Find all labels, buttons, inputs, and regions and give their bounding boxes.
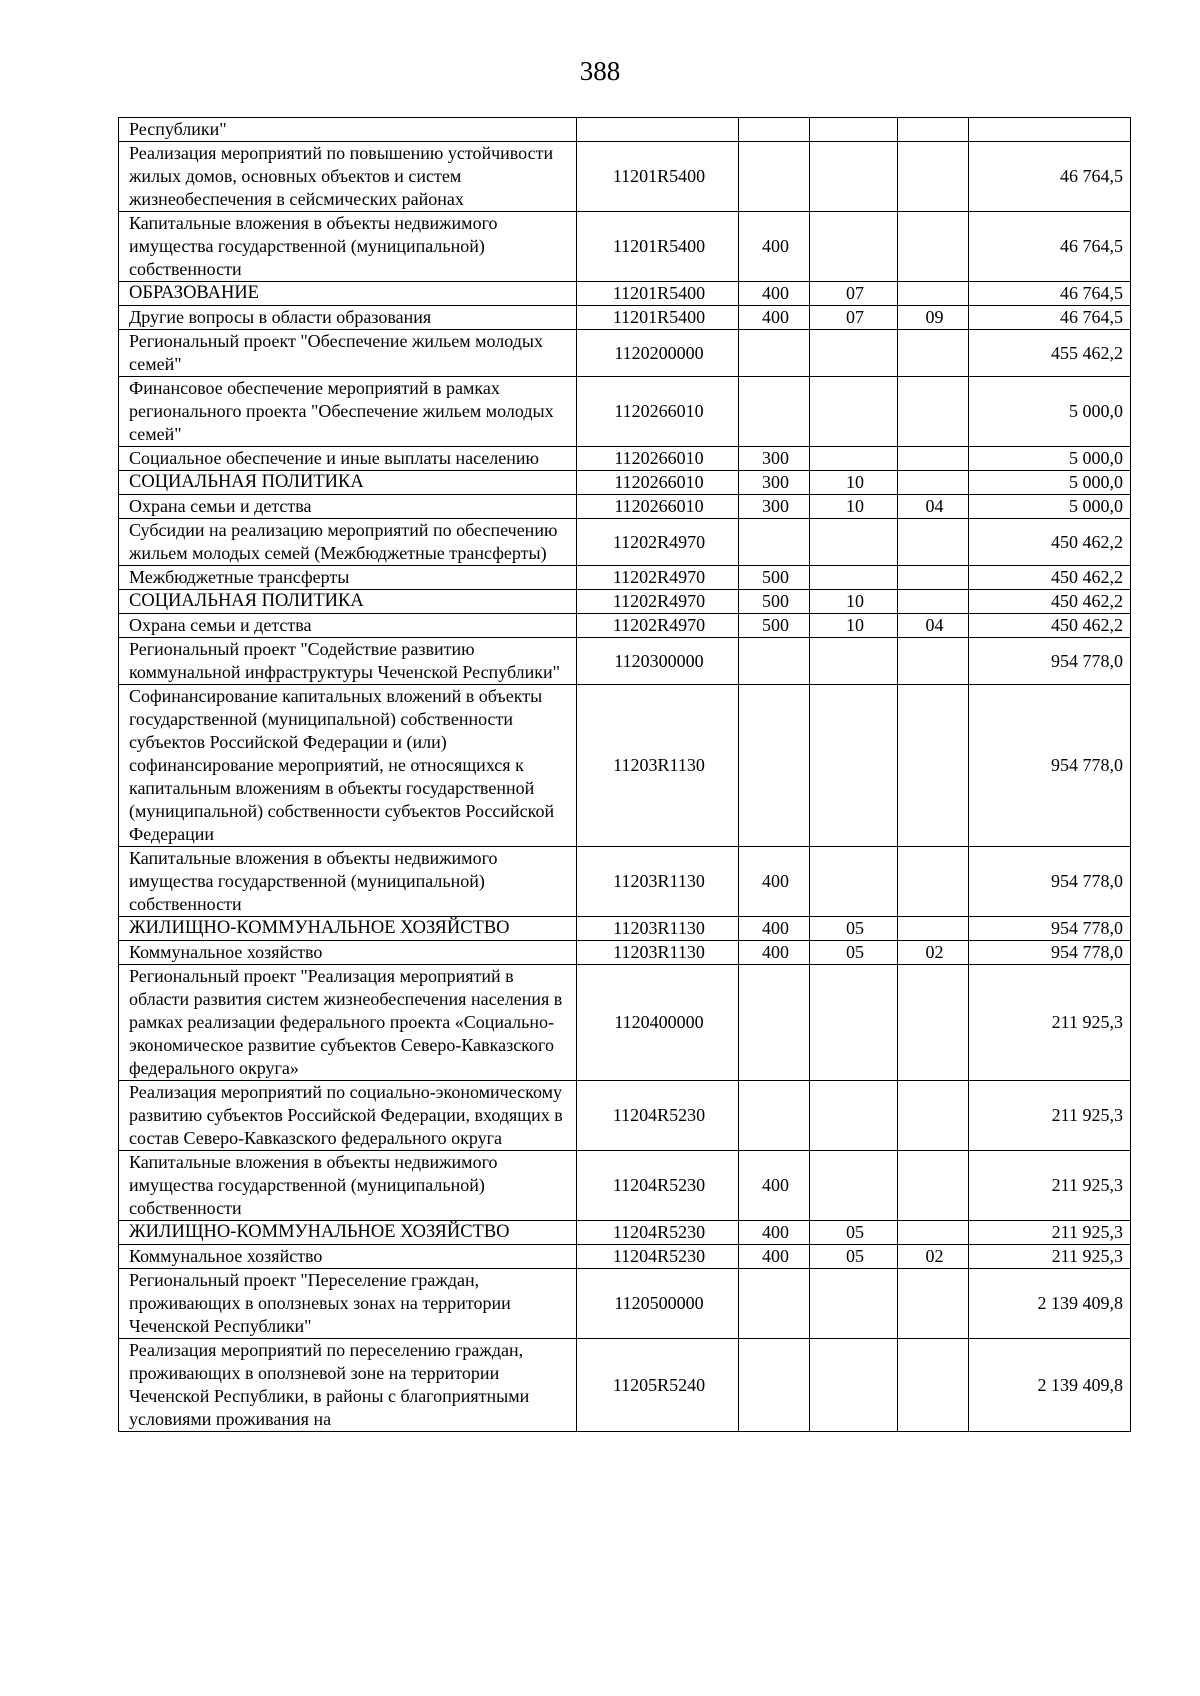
section-cell: 05 [810,941,898,965]
amount-cell: 46 764,5 [969,282,1131,306]
expense-type-cell: 300 [739,495,810,519]
target-code-cell [577,118,739,142]
subsection-cell [898,566,969,590]
target-code-cell: 1120500000 [577,1269,739,1339]
expense-type-cell: 500 [739,590,810,614]
subsection-cell [898,847,969,917]
target-code-cell: 1120400000 [577,965,739,1081]
subsection-cell: 02 [898,1245,969,1269]
amount-cell: 211 925,3 [969,1245,1131,1269]
budget-table-body [119,118,1131,1432]
subsection-cell [898,519,969,566]
section-cell: 05 [810,917,898,941]
expense-type-cell [739,142,810,212]
subsection-cell [898,685,969,847]
expense-type-cell [739,1081,810,1151]
amount-cell: 211 925,3 [969,965,1131,1081]
section-cell [810,212,898,282]
target-code-cell: 11202R4970 [577,566,739,590]
section-cell [810,685,898,847]
row-name-cell: Коммунальное хозяйство [119,1245,577,1269]
section-cell: 07 [810,282,898,306]
target-code-cell: 11203R1130 [577,685,739,847]
amount-cell: 954 778,0 [969,941,1131,965]
section-cell: 10 [810,471,898,495]
subsection-cell [898,1269,969,1339]
target-code-cell: 11203R1130 [577,847,739,917]
table-row [119,685,1131,847]
row-name-cell: Региональный проект "Реализация мероприятий в области развития систем жизнеобеспечения населения в рамках реализации федерального проекта «Социально-экономическое развитие субъектов Северо-Кавказского федерального округа» [119,965,577,1081]
target-code-cell: 1120266010 [577,447,739,471]
table-row [119,1245,1131,1269]
section-cell: 10 [810,590,898,614]
section-cell [810,1081,898,1151]
target-code-cell: 11201R5400 [577,306,739,330]
target-code-cell: 11202R4970 [577,614,739,638]
target-code-cell: 11204R5230 [577,1245,739,1269]
table-row [119,471,1131,495]
row-name-cell: СОЦИАЛЬНАЯ ПОЛИТИКА [119,471,577,495]
amount-cell: 5 000,0 [969,471,1131,495]
subsection-cell [898,917,969,941]
expense-type-cell: 400 [739,1245,810,1269]
amount-cell: 211 925,3 [969,1221,1131,1245]
section-cell: 05 [810,1245,898,1269]
subsection-cell [898,638,969,685]
table-row [119,142,1131,212]
amount-cell: 450 462,2 [969,590,1131,614]
table-row [119,212,1131,282]
section-cell [810,1151,898,1221]
table-row [119,282,1131,306]
target-code-cell: 1120200000 [577,330,739,377]
row-name-cell: Другие вопросы в области образования [119,306,577,330]
target-code-cell: 11204R5230 [577,1151,739,1221]
expense-type-cell [739,1269,810,1339]
row-name-cell: СОЦИАЛЬНАЯ ПОЛИТИКА [119,590,577,614]
expense-type-cell: 400 [739,1221,810,1245]
section-cell [810,638,898,685]
table-row [119,566,1131,590]
expense-type-cell [739,685,810,847]
section-cell [810,118,898,142]
expense-type-cell: 400 [739,941,810,965]
row-name-cell: ЖИЛИЩНО-КОММУНАЛЬНОЕ ХОЗЯЙСТВО [119,917,577,941]
subsection-cell [898,282,969,306]
subsection-cell: 02 [898,941,969,965]
expense-type-cell [739,377,810,447]
section-cell [810,1269,898,1339]
expense-type-cell: 400 [739,212,810,282]
expense-type-cell: 500 [739,566,810,590]
table-row [119,638,1131,685]
table-row [119,847,1131,917]
amount-cell: 5 000,0 [969,447,1131,471]
subsection-cell: 04 [898,495,969,519]
amount-cell [969,118,1131,142]
expense-type-cell [739,330,810,377]
section-cell [810,1339,898,1432]
table-row [119,590,1131,614]
section-cell: 10 [810,614,898,638]
expense-type-cell [739,1339,810,1432]
table-row [119,519,1131,566]
expense-type-cell [739,519,810,566]
row-name-cell: Республики" [119,118,577,142]
expense-type-cell: 500 [739,614,810,638]
subsection-cell [898,965,969,1081]
subsection-cell [898,142,969,212]
row-name-cell: Финансовое обеспечение мероприятий в рамках регионального проекта "Обеспечение жильем молодых семей" [119,377,577,447]
row-name-cell: Капитальные вложения в объекты недвижимого имущества государственной (муниципальной) собственности [119,847,577,917]
target-code-cell: 1120300000 [577,638,739,685]
table-row [119,330,1131,377]
table-row [119,377,1131,447]
amount-cell: 455 462,2 [969,330,1131,377]
target-code-cell: 11201R5400 [577,282,739,306]
subsection-cell [898,377,969,447]
section-cell [810,566,898,590]
amount-cell: 2 139 409,8 [969,1339,1131,1432]
expense-type-cell: 400 [739,917,810,941]
subsection-cell: 09 [898,306,969,330]
expense-type-cell [739,118,810,142]
table-row [119,1081,1131,1151]
target-code-cell: 1120266010 [577,495,739,519]
section-cell [810,447,898,471]
amount-cell: 46 764,5 [969,142,1131,212]
subsection-cell [898,471,969,495]
section-cell: 05 [810,1221,898,1245]
subsection-cell [898,447,969,471]
target-code-cell: 11202R4970 [577,519,739,566]
table-row [119,306,1131,330]
target-code-cell: 11201R5400 [577,212,739,282]
expense-type-cell [739,965,810,1081]
section-cell: 07 [810,306,898,330]
row-name-cell: Капитальные вложения в объекты недвижимого имущества государственной (муниципальной) собственности [119,1151,577,1221]
section-cell [810,519,898,566]
target-code-cell: 11202R4970 [577,590,739,614]
amount-cell: 954 778,0 [969,847,1131,917]
amount-cell: 5 000,0 [969,377,1131,447]
subsection-cell [898,590,969,614]
amount-cell: 46 764,5 [969,306,1131,330]
table-row [119,917,1131,941]
amount-cell: 954 778,0 [969,638,1131,685]
target-code-cell: 11203R1130 [577,941,739,965]
row-name-cell: Региональный проект "Содействие развитию коммунальной инфраструктуры Чеченской Республики" [119,638,577,685]
table-row [119,118,1131,142]
amount-cell: 2 139 409,8 [969,1269,1131,1339]
expense-type-cell: 400 [739,1151,810,1221]
section-cell [810,142,898,212]
expense-type-cell: 400 [739,306,810,330]
amount-cell: 954 778,0 [969,685,1131,847]
target-code-cell: 11204R5230 [577,1221,739,1245]
subsection-cell [898,212,969,282]
section-cell [810,965,898,1081]
row-name-cell: Межбюджетные трансферты [119,566,577,590]
expense-type-cell: 400 [739,847,810,917]
table-row [119,495,1131,519]
subsection-cell [898,1339,969,1432]
row-name-cell: ОБРАЗОВАНИЕ [119,282,577,306]
amount-cell: 211 925,3 [969,1081,1131,1151]
table-row [119,1221,1131,1245]
row-name-cell: Софинансирование капитальных вложений в объекты государственной (муниципальной) собственности субъектов Российской Федерации и (или) софинансирование мероприятий, не относящихся к капитальным вложениям в объекты государственной (муниципальной) собственности субъектов Российской Федерации [119,685,577,847]
target-code-cell: 11201R5400 [577,142,739,212]
subsection-cell: 04 [898,614,969,638]
subsection-cell [898,1221,969,1245]
amount-cell: 211 925,3 [969,1151,1131,1221]
amount-cell: 450 462,2 [969,566,1131,590]
target-code-cell: 1120266010 [577,471,739,495]
table-row [119,1151,1131,1221]
subsection-cell [898,1151,969,1221]
row-name-cell: ЖИЛИЩНО-КОММУНАЛЬНОЕ ХОЗЯЙСТВО [119,1221,577,1245]
table-row [119,965,1131,1081]
target-code-cell: 11204R5230 [577,1081,739,1151]
section-cell [810,847,898,917]
table-row [119,1339,1131,1432]
amount-cell: 46 764,5 [969,212,1131,282]
table-row [119,614,1131,638]
table-row [119,1269,1131,1339]
expense-type-cell: 300 [739,471,810,495]
row-name-cell: Региональный проект "Переселение граждан, проживающих в оползневых зонах на территории Чеченской Республики" [119,1269,577,1339]
row-name-cell: Реализация мероприятий по повышению устойчивости жилых домов, основных объектов и систем жизнеобеспечения в сейсмических районах [119,142,577,212]
table-row [119,447,1131,471]
expense-type-cell [739,638,810,685]
amount-cell: 5 000,0 [969,495,1131,519]
row-name-cell: Реализация мероприятий по социально-экономическому развитию субъектов Российской Федерации, входящих в состав Северо-Кавказского федерального округа [119,1081,577,1151]
target-code-cell: 1120266010 [577,377,739,447]
section-cell [810,377,898,447]
row-name-cell: Региональный проект "Обеспечение жильем молодых семей" [119,330,577,377]
subsection-cell [898,1081,969,1151]
amount-cell: 954 778,0 [969,917,1131,941]
row-name-cell: Реализация мероприятий по переселению граждан, проживающих в оползневой зоне на территории Чеченской Республики, в районы с благоприятными условиями проживания на [119,1339,577,1432]
target-code-cell: 11203R1130 [577,917,739,941]
section-cell [810,330,898,377]
budget-table [118,117,1131,1432]
row-name-cell: Социальное обеспечение и иные выплаты населению [119,447,577,471]
expense-type-cell: 400 [739,282,810,306]
amount-cell: 450 462,2 [969,519,1131,566]
amount-cell: 450 462,2 [969,614,1131,638]
table-row [119,941,1131,965]
expense-type-cell: 300 [739,447,810,471]
subsection-cell [898,118,969,142]
row-name-cell: Субсидии на реализацию мероприятий по обеспечению жильем молодых семей (Межбюджетные трансферты) [119,519,577,566]
row-name-cell: Охрана семьи и детства [119,495,577,519]
section-cell: 10 [810,495,898,519]
row-name-cell: Коммунальное хозяйство [119,941,577,965]
target-code-cell: 11205R5240 [577,1339,739,1432]
subsection-cell [898,330,969,377]
row-name-cell: Охрана семьи и детства [119,614,577,638]
page-number: 388 [579,56,621,86]
row-name-cell: Капитальные вложения в объекты недвижимого имущества государственной (муниципальной) собственности [119,212,577,282]
